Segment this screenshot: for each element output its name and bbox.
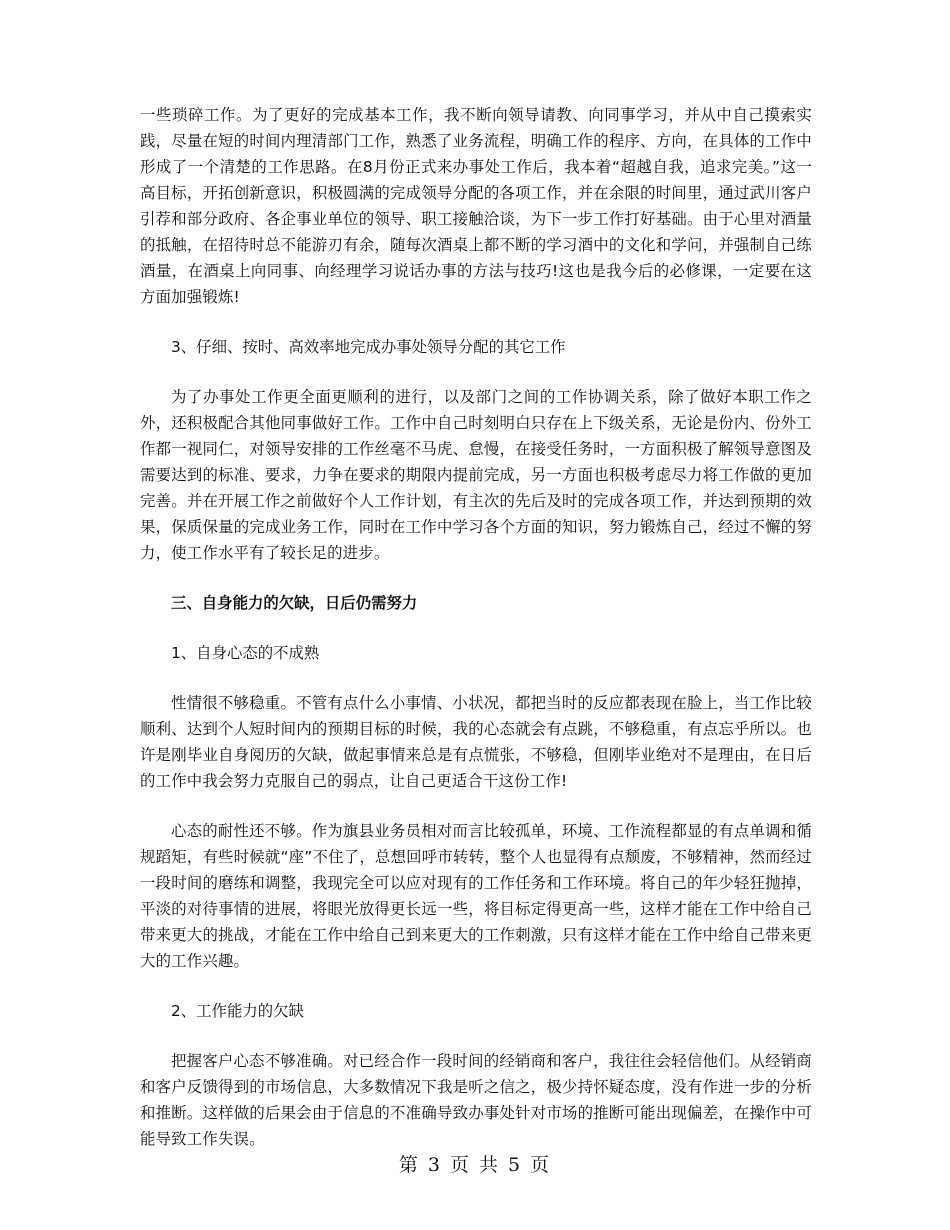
paragraph: 为了办事处工作更全面更顺利的进行，以及部门之间的工作协调关系，除了做好本职工作之外，还积极配合其他同事做好工作。工作中自己时刻明白只存在上下级关系，无论是份内、份外工作都一视同仁，对领导安排的工作丝毫不马虎、怠慢，在接受任务时，一方面积极了解领导意图及需要达到的标准、要求，力争在要求的期限内提前完成，另一方面也积极考虑尽力将工作做的更加完善。并在开展工作之前做好个人工作计划，有主次的先后及时的完成各项工作，并达到预期的效果，保质保量的完成业务工作，同时在工作中学习各个方面的知识，努力锻炼自己，经过不懈的努力，使工作水平有了较长足的进步。	[140, 388, 812, 562]
page-number-footer: 第 3 页 共 5 页	[398, 1154, 552, 1176]
paragraph: 心态的耐性还不够。作为旗县业务员相对而言比较孤单，环境、工作流程都显的有点单调和循规蹈矩，有些时候就“座”不住了，总想回呼市转转，整个人也显得有点颓废，不够精神，然而经过一段时间的磨练和调整，我现完全可以应对现有的工作任务和工作环境。将自己的年少轻狂抛掉，平淡的对待事情的进展，将眼光放得更长远一些，将目标定得更高一些，这样才能在工作中给自己带来更大的挑战，才能在工作中给自己到来更大的工作刺激，只有这样才能在工作中给自己带来更大的工作兴趣。	[140, 822, 812, 970]
section-heading: 三、自身能力的欠缺，日后仍需努力	[171, 594, 418, 612]
paragraph: 性情很不够稳重。不管有点什么小事情、小状况，都把当时的反应都表现在脸上，当工作比较顺利、达到个人短时间内的预期目标的时候，我的心态就会有点跳，不够稳重，有点忘乎所以。也许是刚毕业自身阅历的欠缺，做起事情来总是有点慌张，不够稳，但刚毕业绝对不是理由，在日后的工作中我会努力克服自己的弱点，让自己更适合干这份工作!	[140, 694, 812, 790]
document-body	[140, 102, 812, 1176]
subheading: 2、工作能力的欠缺	[171, 1002, 304, 1020]
subheading: 1、自身心态的不成熟	[171, 644, 320, 662]
paragraph: 一些琐碎工作。为了更好的完成基本工作，我不断向领导请教、向同事学习，并从中自己摸索实践，尽量在短的时间内理清部门工作，熟悉了业务流程，明确工作的程序、方向，在具体的工作中形成了一个清楚的工作思路。在8月份正式来办事处工作后，我本着“超越自我，追求完美。”这一高目标，开拓创新意识，积极圆满的完成领导分配的各项工作，并在余限的时间里，通过武川客户引荐和部分政府、各企事业单位的领导、职工接触洽谈，为下一步工作打好基础。由于心里对酒量的抵触，在招待时总不能游刃有余，随每次酒桌上都不断的学习酒中的文化和学问，并强制自己练酒量，在酒桌上向同事、向经理学习说话办事的方法与技巧!这也是我今后的必修课，一定要在这方面加强锻炼!	[140, 106, 812, 306]
subheading: 3、仔细、按时、高效率地完成办事处领导分配的其它工作	[171, 338, 566, 356]
paragraph: 把握客户心态不够准确。对已经合作一段时间的经销商和客户，我往往会轻信他们。从经销商和客户反馈得到的市场信息，大多数情况下我是听之信之，极少持怀疑态度，没有作进一步的分析和推断。这样做的后果会由于信息的不准确导致办事处针对市场的推断可能出现偏差，在操作中可能导致工作失误。	[140, 1052, 812, 1148]
